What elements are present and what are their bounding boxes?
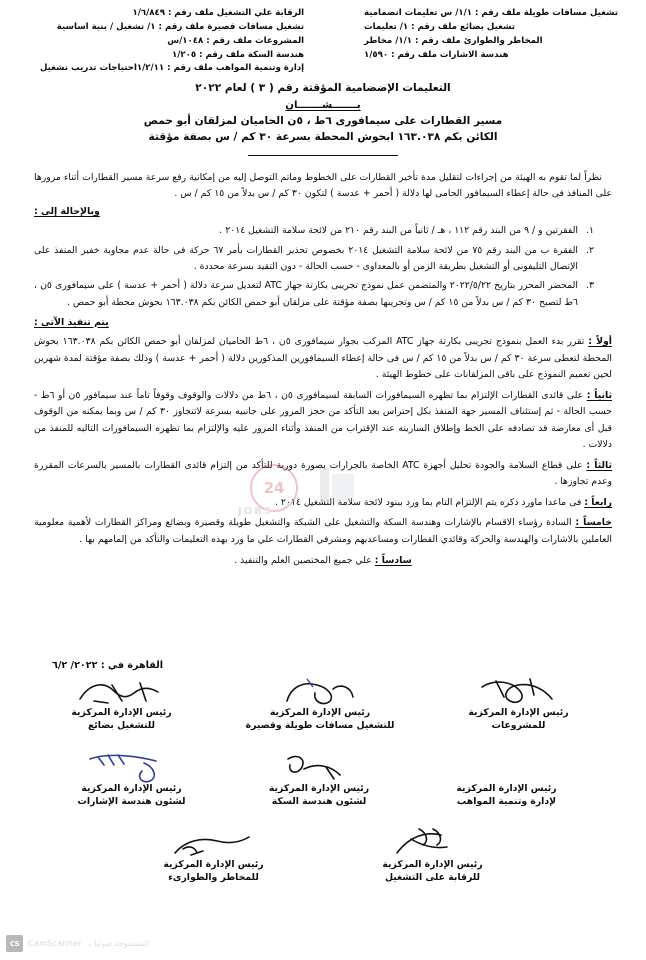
signature-title: رئيس الإدارة المركزية <box>163 858 264 870</box>
signature-subtitle: للمخاطر والطوارىء <box>168 872 259 884</box>
signature-title: رئيس الإدارة المركزية <box>382 858 483 870</box>
header-file-ref: إدارة وتنمية المواهب ملف رقم : ١/٢/١١احتياجات تدريب تشغيل <box>40 63 305 74</box>
signature-subtitle: للمشروعات <box>491 720 546 732</box>
ordinal-label: سادساً : <box>374 554 412 566</box>
ordinal-clause <box>34 388 612 454</box>
signature-subtitle: للرقابة على التشغيل <box>384 872 481 884</box>
camscanner-watermark <box>6 935 149 952</box>
signature-block <box>345 827 520 885</box>
header-file-ref: المخاطر والطوارئ ملف رقم : ١/١/ مخاطر <box>364 35 543 46</box>
watermark-word: JOBS <box>238 506 274 517</box>
ordinal-label: أولاً : <box>588 335 612 347</box>
ordinal-text: تقرر بدء العمل بنموذج تجريبى بكارتة جهاز ATC المركب بجوار سيمافورى ٥ن ، ٦ط الحاميان لمزلقان أبو حمص الكائن بكم ١٦٣.٠٣٨ بحوش المحطة لتعطى سرعة ٣٠ كم / س بدلاً من ١٥ كم / س فى حالة إعطاء السيمافورين المذكورين دلالة ( أحمر + عدسة ) وذلك بصفة مؤقتة لمدة شهرين لحين تعميم النموذج على باقى المزلقانات على خطوط الهيئة . <box>34 335 612 381</box>
signature-title: رئيس الإدارة المركزية <box>81 782 182 794</box>
signature-subtitle: للتشغيل بضائع <box>87 720 156 732</box>
signature-ink <box>126 827 301 857</box>
signature-subtitle: لإدارة وتنمية المواهب <box>456 796 557 808</box>
signature-block <box>126 827 301 885</box>
signature-area <box>0 660 646 885</box>
ordinal-text: فى ماعدا ماورد ذكره يتم الإلتزام التام بما ورد ببنود لائحة سلامة التشغيل ٢٠١٤ . <box>274 496 582 508</box>
signature-ink <box>34 675 209 705</box>
signature-ink <box>233 675 408 705</box>
ordinal-clause <box>34 553 612 570</box>
ordinal-text: على قائدى القطارات الإلتزام بما تظهره السيمافورات السابقة لسيمافورى ٥ن ، ٦ط من دلالات والوقوف وقوفاً تاماً عند سيمافور ٥ن أو ٦ط - حسب الحالة - ثم إستئناف المسير جهة المنفذ بكل إحتراس بعد التأكد من حجز المرور على جانبيه بسرعة لاتتجاوز ٣٠ كم / س وبما يمكنه من الوقوف قبل أى معارضة قد تصادفه على الخط وإطلاق السارينه عند الإقتراب من المنفذ وأثناء المرور عليه والإلتزام بما تظهره السيمافورات التاليه للمنفذ من دلالات . <box>34 389 612 451</box>
signature-title: رئيس الإدارة المركزية <box>456 782 557 794</box>
referral-list <box>34 223 612 310</box>
ordinal-text: علي جميع المختصين العلم والتنفيذ . <box>234 554 372 566</box>
list-item: الفقرة ب من البند رقم ٧٥ من لائحة سلامة التشغيل ٢٠١٤ بخصوص تحذير القطارات بأمر ٦٧ حركة فى حالة عدم مجاوبة خفير المنفذ على الإتصال التليفونى أو التشغيل بطريقة الزمن أو بالمعداوى - حسب الحالة - دون التقيد بسرعة محددة . <box>34 244 579 272</box>
signature-block <box>34 675 209 733</box>
signature-ink <box>419 751 594 781</box>
signature-subtitle: للتشغيل مسافات طويلة وقصيرة <box>245 720 395 732</box>
document-title: التعليمات الإضضامية المؤقتة رقم ( ٣ ) لعام ٢٠٢٢ <box>195 81 451 94</box>
ordinal-label: خامساً : <box>575 517 612 529</box>
ordinal-clause <box>34 458 612 491</box>
signature-title: رئيس الإدارة المركزية <box>71 707 172 718</box>
ordinal-clause <box>34 334 612 384</box>
ordinal-label: ثالثاً : <box>586 459 612 471</box>
title-block <box>0 81 646 157</box>
header-left-column <box>364 8 618 75</box>
header-right-column <box>40 8 304 75</box>
camscanner-arabic: الممسوحة ضوئيا بـ <box>87 939 150 948</box>
header-file-ref: هندسة الاشارات ملف رقم : ١/٥٩٠ <box>364 49 509 60</box>
signature-subtitle: لشئون هندسة الإشارات <box>77 796 186 808</box>
ordinal-label: رابعاً : <box>584 496 612 508</box>
header-file-ref: الرقابة علي التشغيل ملف رقم : ١/٦/٨٤٩ <box>132 8 305 18</box>
signature-title: رئيس الإدارة المركزية <box>268 782 370 794</box>
ordinal-text: على قطاع السلامة والجودة تحليل أجهزة ATC الخاصة بالجرارات بصورة دورية للتأكد من إلتزام قائدى القطارات بالمسير بالسرعات المقررة وعدم تجاوزها . <box>34 459 612 488</box>
header-file-ref: هندسة السكة ملف رقم : ١/٢٠٥ <box>172 49 305 60</box>
intro-paragraph: نظراً لما تقوم به الهيئة من إجراءات لتقليل مدة تأخير القطارات على الخطوط وماتم التوصل إليه من إمكانية رفع سرعة مسير القطارات أثناء مرورها على المنافذ فى حالة إعطاء السيمافور الحامى لها دلالة ( أحمر + عدسة ) لتكون ٣٠ كم / س بدلاً من ١٥ كم / س . <box>34 172 612 200</box>
signature-row <box>30 809 616 885</box>
list-item: الفقرتين و / ٩ من البند رقم ١١٢ ، هـ / ثانياً من البند رقم ٢١٠ من لائحة سلامة التشغيل ٢٠١٤ . <box>219 225 578 237</box>
signature-title: رئيس الإدارة المركزية <box>269 707 371 718</box>
subject-label: بـــــــشـــــــان <box>285 99 361 111</box>
ordinal-clause <box>34 515 612 548</box>
signature-block <box>431 675 606 733</box>
signature-ink <box>44 751 219 781</box>
execute-heading: يتم تنفيذ الآتى : <box>34 316 109 328</box>
document-header <box>0 0 646 75</box>
document-body <box>0 156 646 569</box>
signature-row <box>30 733 616 809</box>
header-file-ref: تشغيل بضائع ملف رقم : ١/ تعليمات <box>364 21 515 32</box>
ordinal-label: ثانياً : <box>586 389 612 401</box>
signature-title: رئيس الإدارة المركزية <box>468 707 569 718</box>
watermark-badge: 24 <box>250 464 298 512</box>
list-item: المحضر المحرر بتاريخ ٢٠٢٢/٥/٢٢ والمتضمن عمل نموذج تجريبى بكارتة جهاز ATC لتعديل سرعة دلالة ( أحمر + عدسة ) على سيمافورى ٥ن ، ٦ط لتصبح ٣٠ كم / س بدلاً من ١٥ كم / س وتجريبها بصفة مؤقتة على مزلقان أبو حمص الكائن بكم ١٦٣.٠٣٨ بحوش محطة أبو حمص . <box>34 280 578 308</box>
signature-ink <box>431 675 606 705</box>
subject-line-2: الكائن بكم ١٦٣.٠٣٨ ابحوش المحطة بسرعة ٣٠ كم / س بصفة مؤقتة <box>148 131 498 144</box>
ordinal-text: السادة رؤساء الاقسام بالإشارات وهندسة السكة والتشغيل على الشبكة والتشغيل طويلة وقصيرة وبضائع ومراكز القطارات لأهمية معلومية العاملين بالاشارات والهندسة والحركة وقائدي القطارات ومساعديهم ومشرفي القطارات علي ما ورد بهذه التعليمات والتأكد من إلمامهم بها . <box>34 517 612 545</box>
header-file-ref: تشغيل مسافات طويلة ملف رقم : ١/١/ س تعليمات انضمامية <box>364 8 618 18</box>
signature-ink <box>345 827 520 857</box>
signature-block <box>232 751 407 809</box>
signature-block <box>44 751 219 809</box>
camscanner-brand: CamScanner <box>28 939 83 948</box>
header-file-ref: المشروعات ملف رقم : ١٠٤٨/س <box>167 35 305 46</box>
signature-ink <box>232 751 407 781</box>
ordinal-clause <box>34 495 612 512</box>
signature-row <box>30 673 616 733</box>
referral-heading: وبالإحالة إلى : <box>34 206 100 218</box>
signature-block <box>419 751 594 809</box>
camscanner-logo: CS <box>6 935 23 952</box>
header-file-ref: تشغيل مسافات قصيرة ملف رقم : ١/ تشغيل / بنية اساسية <box>56 21 305 32</box>
signature-block <box>233 675 408 733</box>
subject-line-1: مسير القطارات على سيمافورى ٦ط ، ٥ن الحاميان لمزلقان أبو حمص <box>143 114 503 127</box>
date-line: القاهرة في : ٢٠٢٢/ ٦/٢ <box>52 660 164 671</box>
signature-subtitle: لشئون هندسة السكة <box>271 796 367 808</box>
